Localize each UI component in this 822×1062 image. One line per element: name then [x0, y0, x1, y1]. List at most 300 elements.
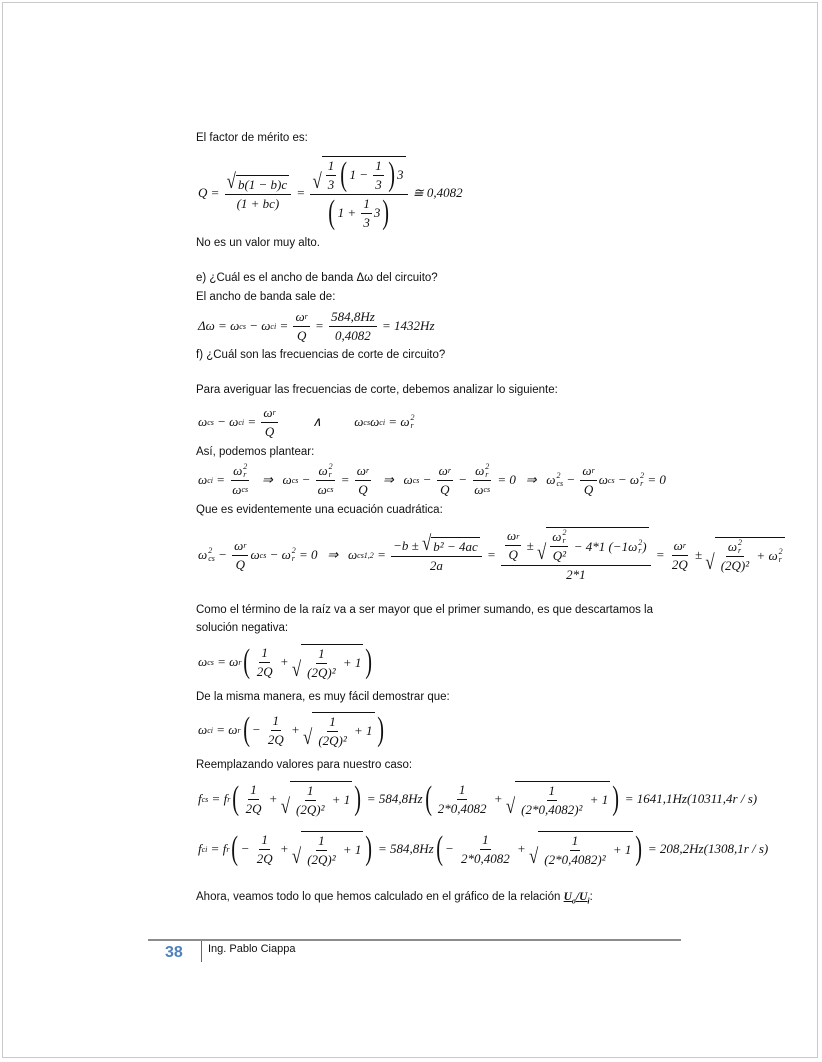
symbol: ω [347, 547, 358, 562]
sub-superscripted-symbol [630, 472, 644, 488]
subscripted-symbol [263, 405, 275, 421]
subscripted-symbol [198, 791, 208, 807]
subscript: r [778, 555, 782, 564]
fraction [329, 309, 377, 344]
denominator [436, 800, 489, 817]
numerator [391, 530, 482, 557]
denominator [564, 566, 588, 583]
parenthesized-group [434, 831, 645, 868]
equation-f-cs [198, 776, 757, 822]
radicand [322, 156, 406, 193]
subscript: r [291, 554, 295, 563]
numerator [361, 196, 372, 214]
now-lets-see [196, 889, 593, 909]
numerator [316, 463, 334, 481]
sub-superscripted-symbol [628, 539, 642, 555]
math-text: 2Q [267, 731, 284, 747]
fraction [255, 645, 275, 680]
radical-sign: √ [303, 724, 313, 749]
denominator [361, 214, 372, 231]
fraction [232, 538, 248, 573]
math-text: + [287, 722, 304, 737]
math-text: 1 [482, 831, 489, 847]
superscript: 2 [562, 528, 567, 537]
math-text: = [373, 547, 390, 562]
math-text: Q [358, 481, 368, 497]
symbol: ω [198, 472, 208, 487]
question-e: e) ¿Cuál es el ancho de banda Δω del circuito? [196, 272, 438, 284]
math-text: 1 [548, 782, 556, 798]
square-root [506, 781, 610, 818]
subscript: cs [259, 550, 267, 560]
radicand [312, 712, 374, 749]
symbol: ω [629, 472, 640, 487]
math-text: = 0 ⇒ [295, 547, 348, 562]
math-text: Q = [198, 185, 223, 200]
subscript: r [304, 312, 308, 321]
quadratic-intro: Que es evidentemente una ecuación cuadrática: [196, 504, 443, 516]
denominator [316, 481, 336, 498]
fraction [244, 782, 264, 817]
denominator [506, 546, 519, 563]
fraction [472, 463, 492, 498]
fraction [542, 833, 607, 868]
superscript: 2 [640, 471, 645, 480]
symbol: ω [356, 462, 366, 478]
question-f: f) ¿Cuál son las frecuencias de corte de circuito? [196, 349, 446, 361]
math-text: = 0 ⇒ [494, 472, 547, 487]
subscript: cs [201, 794, 209, 804]
subscripted-symbol [582, 463, 594, 479]
radical-sign: √ [536, 540, 547, 565]
denominator [333, 327, 373, 344]
symbol: ω [582, 462, 592, 478]
math-text: Δω = [198, 318, 231, 333]
math-text: 1 − [349, 167, 372, 182]
square-root [281, 781, 353, 818]
math-text: 2Q [671, 556, 688, 572]
denominator [356, 481, 369, 498]
left-paren: ( [232, 780, 240, 818]
numerator [326, 158, 337, 176]
sub-superscripted-symbol [400, 414, 414, 430]
radicand [301, 644, 363, 681]
numerator [305, 783, 316, 801]
math-text: Q [264, 423, 275, 439]
denominator [234, 556, 247, 573]
math-text: = [483, 547, 500, 562]
subscripted-symbol [232, 482, 248, 498]
denominator [263, 423, 276, 440]
radical-sign: √ [291, 843, 302, 868]
fraction [316, 714, 348, 749]
subscripted-symbol [198, 472, 213, 488]
subscripted-symbol [198, 841, 207, 857]
subscript: r [562, 536, 566, 545]
right-paren: ) [365, 643, 373, 681]
subscripted-symbol [283, 472, 299, 488]
radical-sign: √ [291, 656, 302, 681]
subscripted-symbol [198, 654, 214, 670]
subscript: r [238, 657, 242, 667]
math-text: − [214, 547, 231, 562]
math-text: 1 [458, 781, 466, 797]
ratio-i-sub: i [587, 896, 590, 906]
symbol: ω [228, 722, 238, 737]
subscripted-symbol [223, 841, 230, 857]
math-text: Q [583, 481, 594, 497]
subscripted-symbol [295, 309, 307, 325]
radicand [715, 537, 785, 574]
fraction [550, 529, 568, 564]
symbol: ω [250, 547, 260, 562]
subscript: ci [238, 417, 245, 427]
scripts [779, 548, 783, 564]
math-text: 584,8Hz [331, 308, 375, 324]
scripts [329, 463, 333, 479]
symbol: ω [198, 414, 208, 429]
fraction [316, 463, 336, 498]
math-text: 3 [375, 176, 382, 192]
subscripted-symbol [261, 318, 276, 334]
parenthesized-group [326, 196, 391, 231]
fraction [436, 782, 489, 817]
square-root [226, 168, 289, 193]
math-text: 3 [327, 176, 335, 192]
subscript: cs [556, 479, 564, 488]
superscript: 2 [485, 461, 490, 471]
subscript: r [243, 541, 247, 550]
symbol: ω [673, 537, 683, 553]
scripts [562, 529, 566, 545]
subscripted-symbol [357, 463, 369, 479]
subscript: cs [291, 475, 299, 485]
now-lets-see-text: Ahora, veamos todo lo que hemos calculado en el gráfico de la relación [196, 891, 564, 903]
subscript: r [237, 725, 241, 735]
left-paren: ( [243, 643, 251, 681]
symbol: ω [295, 308, 305, 324]
math-text: b² − 4ac [433, 538, 478, 554]
math-text: (2*0,4082)² [521, 801, 583, 817]
math-text: − [614, 472, 630, 487]
sub-superscripted-symbol [198, 547, 215, 563]
math-text: (1 + bc) [236, 195, 280, 211]
numerator [310, 156, 407, 195]
math-text: + [513, 841, 529, 856]
math-text: = [337, 472, 353, 487]
math-text: 1 [327, 157, 335, 173]
denominator [266, 731, 286, 748]
math-text: = [652, 547, 668, 562]
ratio-ui [579, 891, 590, 906]
math-text: 1 [318, 832, 325, 848]
sub-superscripted-symbol [282, 547, 296, 563]
numerator [550, 529, 568, 547]
scripts [485, 463, 489, 479]
subscripted-symbol [230, 318, 246, 334]
symbol: f [198, 791, 202, 806]
numerator [580, 463, 596, 481]
numerator [329, 309, 377, 327]
symbol: ω [438, 462, 448, 478]
parenthesized-group [230, 781, 363, 818]
math-text: − [245, 318, 262, 333]
symbol: ω [263, 404, 273, 420]
root-term-line-1: Como el término de la raíz va a ser mayor que el primer sumando, es que descartamos la [196, 604, 654, 616]
subscript: cs [412, 475, 420, 485]
subscripted-symbol [224, 791, 231, 807]
subscripted-symbol [404, 472, 420, 488]
numerator [480, 832, 491, 850]
subscript: cs [363, 417, 371, 427]
subscript: cs [241, 485, 249, 494]
math-text: − [563, 472, 579, 487]
equation-derivation [198, 462, 666, 498]
math-text: − [213, 414, 230, 429]
symbol: ω [403, 472, 413, 487]
math-text: ∧ [279, 414, 355, 429]
numerator [547, 783, 558, 801]
math-text: − [444, 841, 457, 856]
square-root [303, 712, 375, 749]
denominator [670, 556, 690, 573]
symbol: ω [370, 414, 380, 429]
symbol: ω [507, 528, 517, 543]
scripts [556, 472, 563, 488]
subscripted-symbol [370, 414, 385, 430]
equation-conditions [198, 404, 415, 440]
symbol: ω [354, 414, 364, 429]
numerator [373, 158, 384, 176]
fraction [459, 832, 512, 867]
math-text: Q [508, 547, 518, 562]
math-text: + 1 [339, 655, 362, 670]
numerator [231, 463, 249, 481]
right-paren: ) [635, 830, 643, 868]
equation-omega-ci [198, 708, 386, 752]
symbol: ω [598, 472, 608, 487]
square-root [312, 156, 405, 193]
symbol: ω [282, 472, 292, 487]
numerator [271, 713, 282, 731]
superscript: 2 [410, 413, 415, 422]
symbol: ω [727, 538, 738, 554]
symbol: ω [474, 481, 484, 497]
math-text: ⇒ [373, 472, 404, 487]
math-text: + 1 [609, 842, 632, 857]
math-text: = [293, 185, 309, 200]
radical-sign: √ [705, 549, 715, 574]
numerator [261, 405, 277, 423]
radicand [515, 781, 610, 818]
superscript: 2 [638, 537, 643, 547]
subscript: r [682, 541, 686, 550]
fraction [437, 463, 453, 498]
left-paren: ( [328, 194, 336, 232]
radical-sign: √ [280, 793, 291, 818]
math-text: = [385, 414, 401, 429]
math-text: 1 [250, 781, 257, 797]
numerator [570, 833, 581, 851]
symbol: ω [475, 462, 485, 478]
math-text: = [311, 318, 328, 333]
math-text: ± [523, 537, 537, 553]
symbol: f [198, 841, 202, 856]
denominator [542, 851, 607, 868]
symbol: ω [546, 472, 556, 487]
subscripted-symbol [198, 414, 214, 430]
merit-intro: El factor de mérito es: [196, 132, 308, 144]
denominator [459, 850, 512, 867]
math-text: + 1 [339, 842, 362, 857]
numerator [293, 309, 309, 327]
left-paren: ( [435, 830, 443, 868]
superscript: 2 [778, 547, 783, 556]
math-text: 0,4082 [335, 327, 371, 343]
math-text: = [212, 722, 229, 737]
math-text: = 1432Hz [378, 318, 435, 333]
subscript: r [447, 466, 451, 475]
radical-sign: √ [529, 843, 539, 868]
superscript: 2 [291, 546, 296, 555]
subscript: ci [379, 417, 386, 427]
denominator [582, 481, 595, 498]
subscript: cs1,2 [357, 550, 374, 560]
scripts [738, 539, 742, 555]
subscript: ci [270, 321, 277, 331]
symbol: ω [552, 529, 562, 544]
denominator [428, 557, 445, 574]
radical-sign: √ [226, 168, 236, 193]
math-text: 1 [363, 195, 370, 211]
math-text: 1 [318, 645, 325, 661]
math-text: 3 [363, 214, 370, 230]
sub-superscripted-symbol [768, 548, 782, 564]
math-text: 1 [375, 157, 382, 173]
sub-superscripted-symbol [318, 463, 332, 479]
subscripted-symbol [229, 654, 241, 670]
math-text: ≅ 0,4082 [409, 185, 463, 200]
fraction [261, 405, 277, 440]
subscript: r [227, 794, 231, 804]
math-text: + 1 [586, 792, 609, 807]
denominator [326, 176, 337, 193]
parenthesized-group [229, 831, 374, 868]
fraction [361, 196, 372, 231]
right-paren: ) [376, 711, 384, 749]
equation-quadratic-solution [198, 520, 785, 590]
math-text: 3 [397, 167, 404, 182]
subscript: cs [326, 485, 334, 494]
fraction [294, 783, 326, 818]
bandwidth-intro: El ancho de banda sale de: [196, 291, 336, 303]
math-text: = 584,8Hz [374, 841, 434, 856]
subscript: ci [201, 844, 208, 854]
scripts [411, 414, 415, 430]
math-text: − [251, 722, 264, 737]
denominator [324, 195, 393, 231]
math-text: = [212, 472, 229, 487]
math-text: 2Q [256, 663, 273, 679]
subscripted-symbol [354, 414, 370, 430]
math-text: 2a [429, 557, 443, 573]
fraction [225, 168, 291, 212]
fraction [373, 158, 384, 193]
math-text: 2Q [256, 850, 273, 866]
denominator [519, 801, 584, 818]
fraction [355, 463, 371, 498]
subscript: cs [607, 475, 615, 485]
denominator [244, 800, 264, 817]
parenthesized-group [241, 712, 386, 749]
math-text: Q² [552, 548, 566, 563]
symbol: ω [229, 654, 239, 669]
fraction [326, 158, 337, 193]
numerator [505, 528, 521, 546]
right-paren: ) [388, 156, 395, 194]
square-root [705, 537, 784, 574]
same-way: De la misma manera, es muy fácil demostrar que: [196, 691, 450, 703]
math-text: (2*0,4082)² [544, 851, 606, 867]
math-text: = [244, 414, 260, 429]
sub-superscripted-symbol [728, 539, 742, 555]
symbol: ω [261, 318, 271, 333]
math-text: − [240, 841, 253, 856]
scripts [208, 547, 215, 563]
square-root [537, 527, 649, 564]
denominator [373, 176, 384, 193]
radical-sign: √ [422, 530, 432, 555]
math-text: + 1 [350, 723, 373, 738]
math-text: ⇒ [252, 472, 283, 487]
denominator [719, 557, 751, 574]
subscripted-symbol [674, 538, 686, 554]
numerator [316, 833, 327, 851]
symbol: ω [317, 481, 327, 497]
denominator [472, 481, 492, 498]
sub-superscripted-symbol [475, 463, 489, 479]
numerator [672, 538, 688, 556]
math-text: 1 [307, 782, 314, 798]
numerator [316, 646, 327, 664]
subscript: r [365, 466, 370, 475]
superscript: 2 [208, 546, 213, 555]
parenthesized-group [423, 781, 622, 818]
symbol: f [223, 791, 228, 806]
math-text: 2*0,4082 [460, 850, 510, 866]
symbol: ω [400, 414, 410, 429]
ratio-u-symbol: U [563, 891, 572, 903]
denominator [294, 801, 326, 818]
math-text: 3 [373, 205, 381, 220]
denominator [305, 851, 337, 868]
numerator [232, 538, 248, 556]
sub-superscripted-symbol [233, 463, 247, 479]
denominator [551, 547, 568, 564]
square-root [529, 831, 633, 868]
subscripted-symbol [599, 472, 615, 488]
math-text: − [266, 547, 282, 562]
footer-author: Ing. Pablo Ciappa [208, 943, 296, 955]
math-text: = [207, 841, 223, 856]
fraction [293, 309, 309, 344]
left-paren: ( [242, 711, 250, 749]
math-text: − 4*1 (−1 [570, 538, 629, 554]
symbol: ω [234, 537, 244, 553]
left-paren: ( [231, 830, 239, 868]
radicand [290, 781, 352, 818]
math-text: = 584,8Hz [363, 791, 423, 806]
